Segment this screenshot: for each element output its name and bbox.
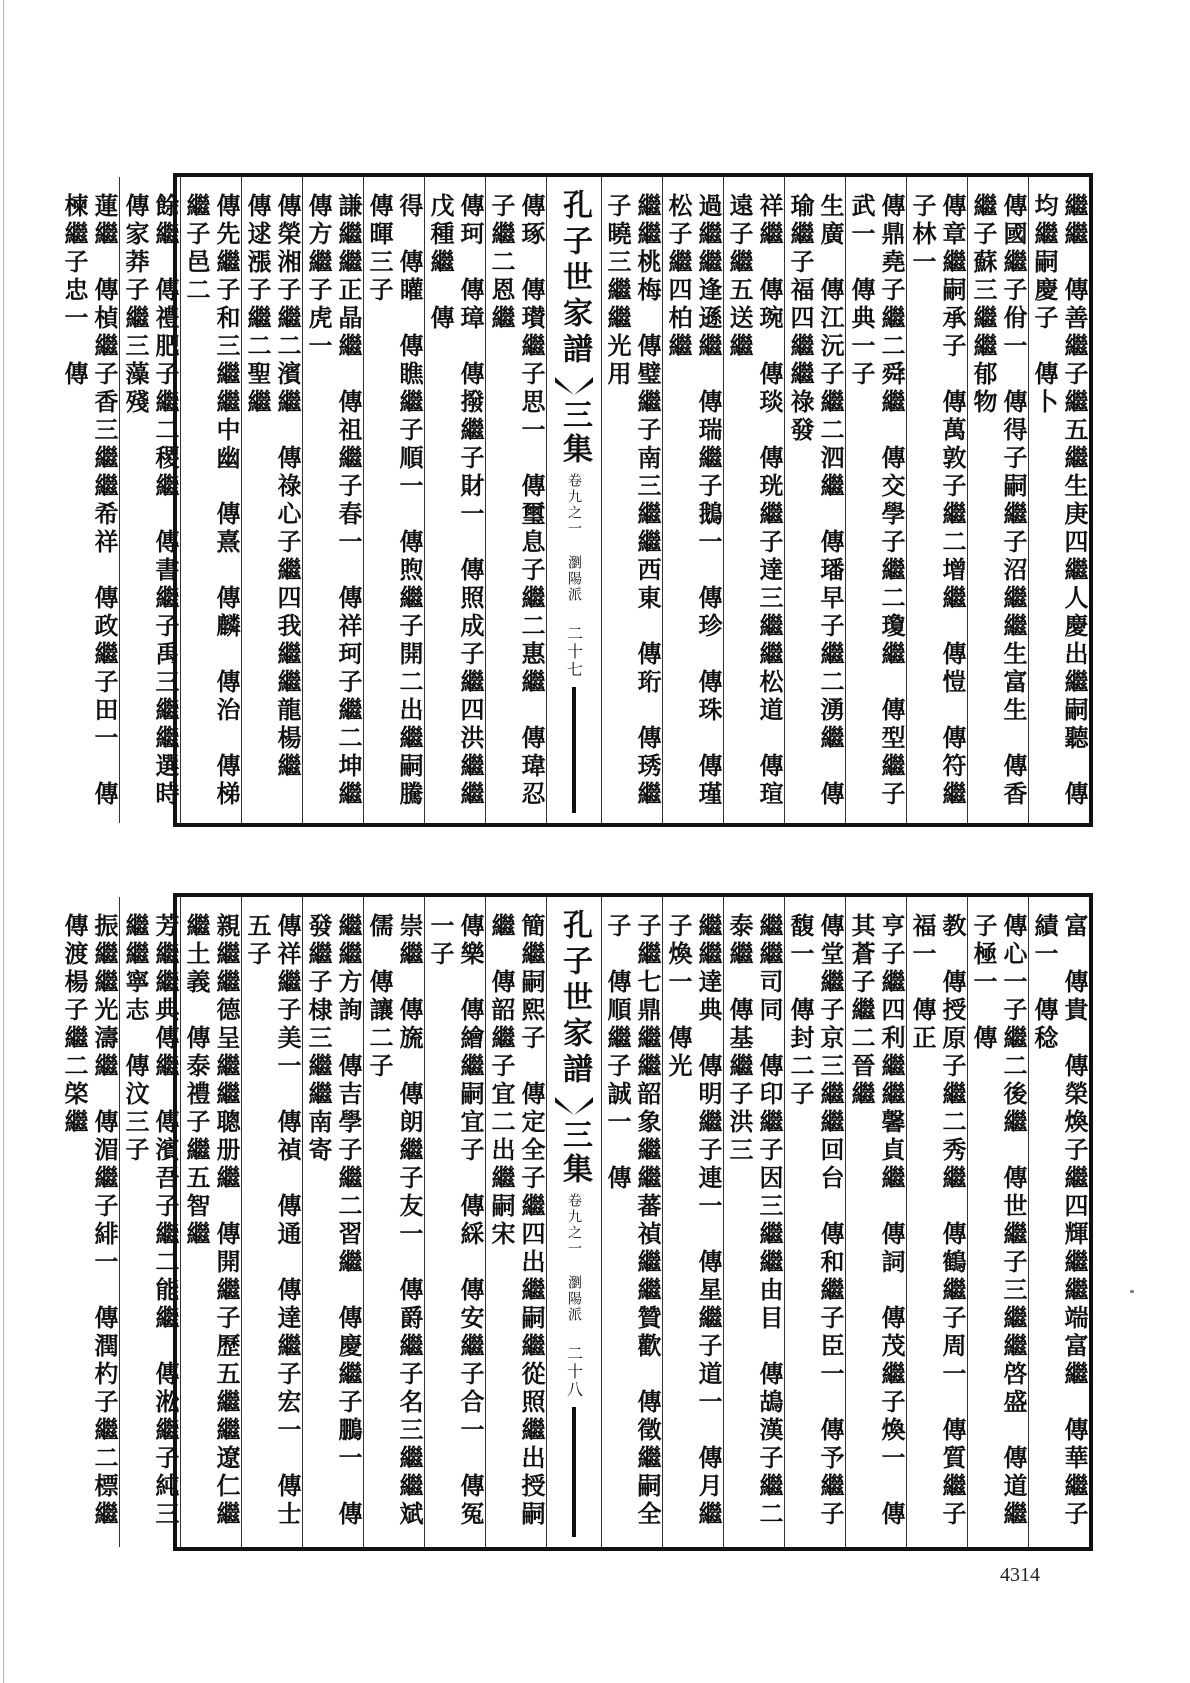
genealogy-panel-bottom: [60, 893, 1093, 1557]
branch-label: 瀏陽派: [566, 555, 582, 603]
text-column: 謙繼繼正晶繼 傳祖繼子春一 傳祥珂子繼二坤繼 傳方繼子虎一: [303, 177, 364, 823]
text-column: 亨子繼四利繼繼馨貞繼 傳詞 傳茂繼子煥一 傳其蒼子繼二晉繼: [846, 897, 907, 1547]
text-column: 親繼繼德呈繼繼聰册繼 傳開繼子歷五繼繼遼仁繼繼土義 傳泰禮子繼五智繼: [181, 897, 242, 1547]
genealogy-panel-top: [60, 173, 1093, 837]
text-column: 簡繼嗣熙子 傳定全子繼四出繼嗣繼從照繼出授嗣繼 傳韶繼子宜二出繼嗣宋: [486, 897, 547, 1547]
text-column: 振繼繼光濤繼 傳湄繼子緋一 傳潤杓子繼二標繼 傳渡楊子繼二棨繼: [59, 897, 120, 1547]
text-column: 傳樂 傳繪繼嗣宜子 傳綵 傳安繼子合一 傳冤一子: [425, 897, 486, 1547]
binding-line: [3, 0, 4, 1683]
scan-speck: [1130, 1290, 1134, 1293]
text-column: 傳鼎堯子繼二舜繼 傳交學子繼二瓊繼 傳型繼子武一 傳典一子: [846, 177, 907, 823]
text-column: 教 傳授原子繼二秀繼 傳鶴繼子周一 傳質繼子福一 傳正: [907, 897, 968, 1547]
text-column: 子繼七鼎繼繼韶象繼繼蕃禎繼繼贊歡 傳徵繼嗣全子 傳順繼子誠一 傳: [602, 897, 663, 1547]
book-title: 孔子世家譜: [557, 909, 592, 1089]
page-number: 4314: [1000, 1564, 1040, 1586]
text-column: 芳繼繼典傳繼 傳濱吾子繼二能繼 傳淞繼子純三繼繼寧志 傳汶三子: [120, 897, 181, 1547]
text-column: 繼繼方詢 傳吉學子繼二習繼 傳慶繼子鵬一 傳發繼子棣三繼繼南寄: [303, 897, 364, 1547]
leaf-number: 二十八: [564, 1345, 584, 1399]
text-column: 傳珂 傳璋 傳撥繼子財一 傳照成子繼四洪繼繼戊種繼 傳: [425, 177, 486, 823]
collection-label: 三集: [557, 1119, 592, 1187]
volume-label: 卷九之一: [566, 473, 582, 537]
text-column: 傳章繼嗣承子 傳萬敦子繼二增繼 傳愷 傳符繼子林一: [907, 177, 968, 823]
book-title: 孔子世家譜: [557, 189, 592, 369]
spine-rule: [572, 1407, 576, 1537]
text-column: 傳堂繼子京三繼繼回台 傳和繼子臣一 傳予繼子馥一 傳封二子: [785, 897, 846, 1547]
page-spine: [547, 177, 602, 823]
leaf-number: 二十七: [564, 625, 584, 679]
text-column: 過繼繼逢遜繼 傳瑞繼子鵝一 傳珍 傳珠 傳瑾松子繼四柏繼: [663, 177, 724, 823]
fishtail-mark-icon: [555, 1097, 593, 1115]
text-column: 繼繼達典 傳明繼子連一 傳星繼子道一 傳月繼子煥一 傳光: [663, 897, 724, 1547]
page-spine: [547, 897, 602, 1547]
text-column: 蓮繼 傳楨繼子香三繼繼希祥 傳政繼子田一 傳楝繼子忠一 傳: [59, 177, 120, 823]
text-column: 餘繼 傳禮肥子繼二稷繼 傳書繼子禹三繼繼選時 傳家莽子繼三藻殘: [120, 177, 181, 823]
spine-rule: [572, 687, 576, 813]
branch-label: 瀏陽派: [566, 1275, 582, 1323]
text-column: 傳榮湘子繼二濱繼 傳祿心子繼四我繼繼龍楊繼 傳逑漲子繼二聖繼: [242, 177, 303, 823]
text-column: 繼繼 傳善繼子繼五繼生庚四繼人慶出繼嗣聽 傳均繼嗣慶子 傳卜: [1030, 193, 1089, 809]
volume-label: 卷九之一: [566, 1193, 582, 1257]
text-column: 繼繼桃梅 傳璧繼子南三繼繼西東 傳珩 傳琇繼子曉三繼繼光用: [602, 177, 663, 823]
text-column: 傳祥繼子美一 傳禎 傳通 傳達繼子宏一 傳士五子: [242, 897, 303, 1547]
collection-label: 三集: [557, 399, 592, 467]
text-column: 傳先繼子和三繼繼中幽 傳熹 傳麟 傳治 傳梯繼子邑二: [181, 177, 242, 823]
text-column: 傳心一子繼二後繼 傳世繼子三繼繼啓盛 傳道繼子極一 傳: [968, 897, 1029, 1547]
text-column: 崇繼 傳旒 傳朗繼子友一 傳爵繼子名三繼繼斌儒 傳讓二子: [364, 897, 425, 1547]
text-column: 生廣 傳江沅子繼二泗繼 傳璠早子繼二湧繼 傳瑜繼子福四繼繼祿發: [785, 177, 846, 823]
cropped-header-strip: [300, 0, 940, 22]
text-column: 得 傳矔 傳瞧繼子順一 傳煦繼子開二出繼嗣騰 傳暉三子: [364, 177, 425, 823]
fishtail-mark-icon: [555, 377, 593, 395]
text-column: 繼繼司同 傳印繼子因三繼繼由目 傳鴣漢子繼二泰繼 傳基繼子洪三: [724, 897, 785, 1547]
text-column: 傳國繼子佾一 傳得子嗣繼子沼繼繼生富生 傳香繼子蘇三繼繼郁物: [968, 177, 1029, 823]
text-column: 傳琢 傳瓉繼子思一 傳璽息子繼二惠繼 傳瑋忍子繼二恩繼: [486, 177, 547, 823]
text-column: 祥繼 傳琬 傳琰 傳珖繼子達三繼繼松道 傳瑄遠子繼五送繼: [724, 177, 785, 823]
text-column: 富 傳貴 傳榮煥子繼四輝繼繼端富繼 傳華繼子績一 傳稔: [1030, 913, 1089, 1529]
